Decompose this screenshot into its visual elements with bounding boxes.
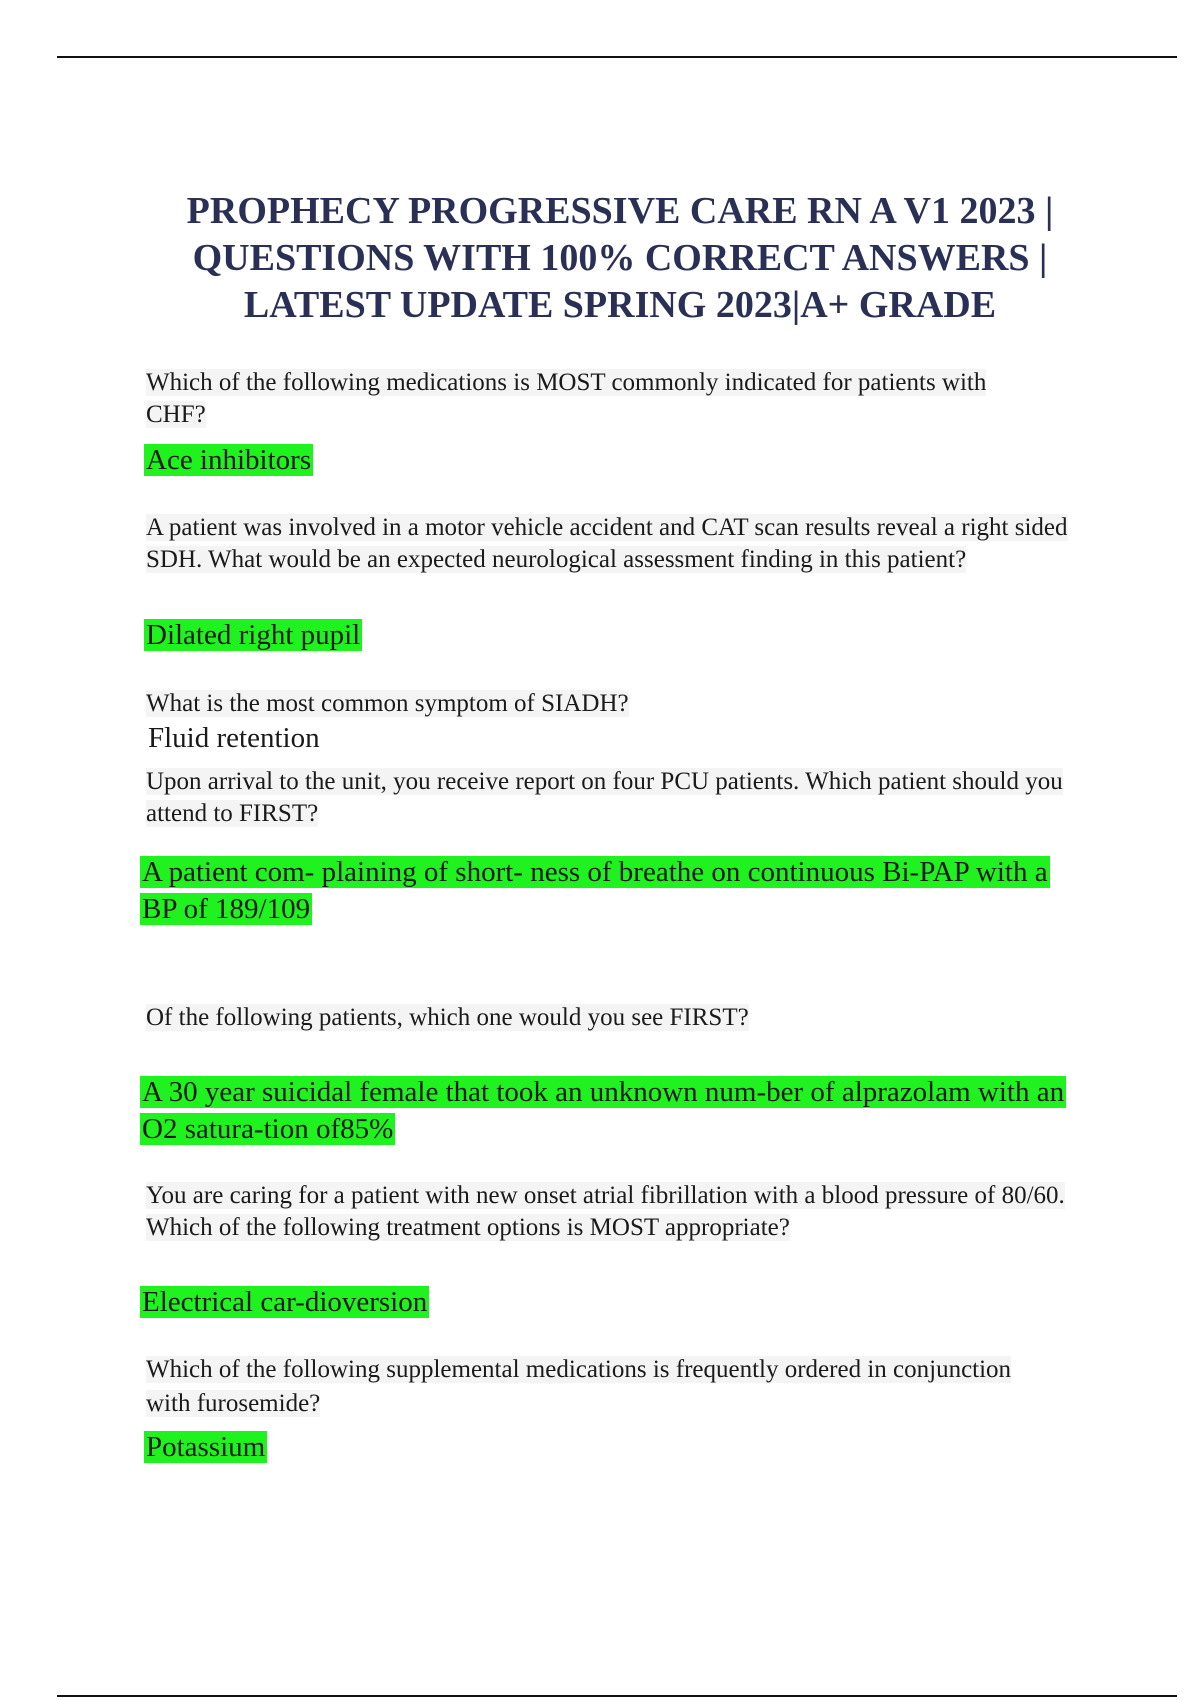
question-6 [146,1180,1096,1244]
question-1-text: Which of the following medications is MOST commonly indicated for patients with CHF? [146,369,987,428]
answer-4 [140,854,1090,928]
question-3-text: What is the most common symptom of SIADH? [146,690,629,717]
top-rule [57,56,1177,58]
bottom-rule [57,1695,1177,1697]
question-4 [146,766,1066,830]
question-5-text: Of the following patients, which one would you see FIRST? [146,1004,749,1031]
answer-1 [144,442,313,479]
answer-5 [140,1074,1090,1148]
question-5 [146,1002,1046,1034]
answer-7-text: Potassium [146,1431,266,1463]
question-7 [146,1353,1046,1421]
question-4-text: Upon arrival to the unit, you receive report on four PCU patients. Which patient should you attend to FIRST? [146,768,1063,827]
answer-5-text: A 30 year suicidal female that took an unknown num-ber of alprazolam with an O2 satura-tion of85% [142,1076,1065,1145]
question-3 [146,688,1046,720]
answer-6 [140,1284,429,1321]
answer-2-text: Dilated right pupil [146,619,361,651]
question-7-text: Which of the following supplemental medications is frequently ordered in conjunction with furosemide? [146,1356,1012,1417]
answer-2 [144,617,362,654]
answer-1-text: Ace inhibitors [146,444,312,476]
question-2 [146,512,1086,576]
answer-6-text: Electrical car-dioversion [142,1286,428,1318]
answer-4-text: A patient com- plaining of short- ness of breathe on continuous Bi-PAP with a BP of 189/109 [142,856,1048,925]
document-title: PROPHECY PROGRESSIVE CARE RN A V1 2023 | QUESTIONS WITH 100% CORRECT ANSWERS | LATEST UPDATE SPRING 2023|A+ GRADE [186,190,1054,326]
question-2-text: A patient was involved in a motor vehicle accident and CAT scan results reveal a right sided SDH. What would be an expected neurological assessment finding in this patient? [146,514,1068,573]
answer-3-value: Fluid retention [148,722,320,754]
answer-3 [148,720,320,757]
question-6-text: You are caring for a patient with new onset atrial fibrillation with a blood pressure of 80/60. Which of the following treatment options is MOST appropriate? [146,1182,1065,1241]
question-1 [146,367,1046,431]
answer-7 [144,1429,267,1466]
